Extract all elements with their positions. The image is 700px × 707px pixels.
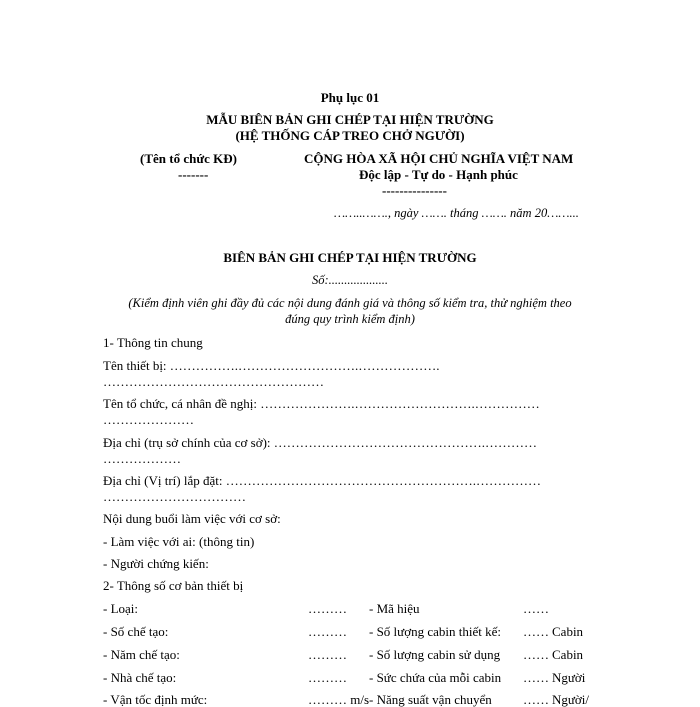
device-name-field: Tên thiết bị: …………….……………………….………………. — [103, 358, 440, 373]
spec-left-label: - Nhà chế tạo: — [103, 670, 177, 685]
spec-right-label: - Mã hiệu — [369, 601, 420, 616]
spec-left-label: - Loại: — [103, 601, 139, 616]
spec-right-value: …… — [523, 647, 549, 662]
spec-right-label: - Năng suất vận chuyển — [369, 692, 492, 707]
work-with-label: - Làm việc với ai: (thông tin) — [103, 534, 255, 549]
spec-right-unit: Người — [552, 670, 586, 685]
record-title: BIÊN BẢN GHI CHÉP TẠI HIỆN TRƯỜNG — [223, 250, 477, 265]
meeting-content-label: Nội dung buổi làm việc với cơ sở: — [103, 511, 281, 526]
motto-divider: --------------- — [382, 183, 447, 198]
spec-right-unit: Cabin — [552, 647, 584, 662]
spec-left-label: - Vận tốc định mức: — [103, 692, 208, 707]
record-number: Số:................... — [311, 273, 389, 287]
spec-left-value: ……… m/s — [308, 692, 370, 707]
record-note-line1: (Kiểm định viên ghi đầy đủ các nội dung đánh giá và thông số kiểm tra, thử nghiệm theo — [128, 296, 572, 310]
org-name: (Tên tổ chức KĐ) — [140, 151, 237, 166]
form-title: MẪU BIÊN BẢN GHI CHÉP TẠI HIỆN TRƯỜNG — [206, 112, 494, 127]
install-address-continuation: …………………………… — [103, 489, 246, 504]
org-divider: ------- — [178, 167, 209, 182]
spec-left-value: ……… — [308, 647, 347, 662]
spec-right-value: …… — [523, 670, 549, 685]
requesting-org-field: Tên tổ chức, cá nhân đề nghị: ………………….……………………….…………… — [103, 396, 540, 411]
spec-left-value: ……… — [308, 601, 347, 616]
section2-heading: 2- Thông số cơ bản thiết bị — [103, 578, 244, 593]
spec-right-label: - Số lượng cabin thiết kế: — [369, 624, 501, 639]
section1-heading: 1- Thông tin chung — [103, 335, 203, 350]
spec-right-label: - Số lượng cabin sử dụng — [369, 647, 501, 662]
spec-right-value: …… — [523, 601, 549, 616]
device-name-continuation: …………………………………………… — [103, 374, 324, 389]
spec-right-unit: Cabin — [552, 624, 584, 639]
republic-title: CỘNG HÒA XÃ HỘI CHỦ NGHĨA VIỆT NAM — [304, 151, 574, 166]
spec-left-value: ……… — [308, 670, 347, 685]
spec-right-label: - Sức chứa của mỗi cabin — [369, 670, 502, 685]
form-subtitle: (HỆ THỐNG CÁP TREO CHỞ NGƯỜI) — [235, 128, 465, 143]
hq-address-continuation: ……………… — [103, 451, 181, 466]
hq-address-field: Địa chỉ (trụ sở chính của cơ sở): ………………………………………….………… — [103, 435, 538, 450]
spec-right-value: …… — [523, 692, 549, 707]
spec-left-value: ……… — [308, 624, 347, 639]
spec-right-value: …… — [523, 624, 549, 639]
record-note-line2: đúng quy trình kiểm định) — [285, 312, 415, 326]
spec-left-label: - Năm chế tạo: — [103, 647, 180, 662]
spec-right-unit: Người/ — [552, 692, 590, 707]
requesting-org-continuation: ………………… — [103, 412, 194, 427]
witness-label: - Người chứng kiến: — [103, 556, 209, 571]
motto: Độc lập - Tự do - Hạnh phúc — [359, 167, 518, 182]
appendix-label: Phụ lục 01 — [320, 90, 380, 105]
install-address-field: Địa chỉ (Vị trí) lắp đặt: ………………………………………………….…………… — [103, 473, 541, 488]
spec-left-label: - Số chế tạo: — [103, 624, 169, 639]
date-line: ……..……., ngày ……. tháng ……. năm 20……... — [334, 206, 579, 220]
